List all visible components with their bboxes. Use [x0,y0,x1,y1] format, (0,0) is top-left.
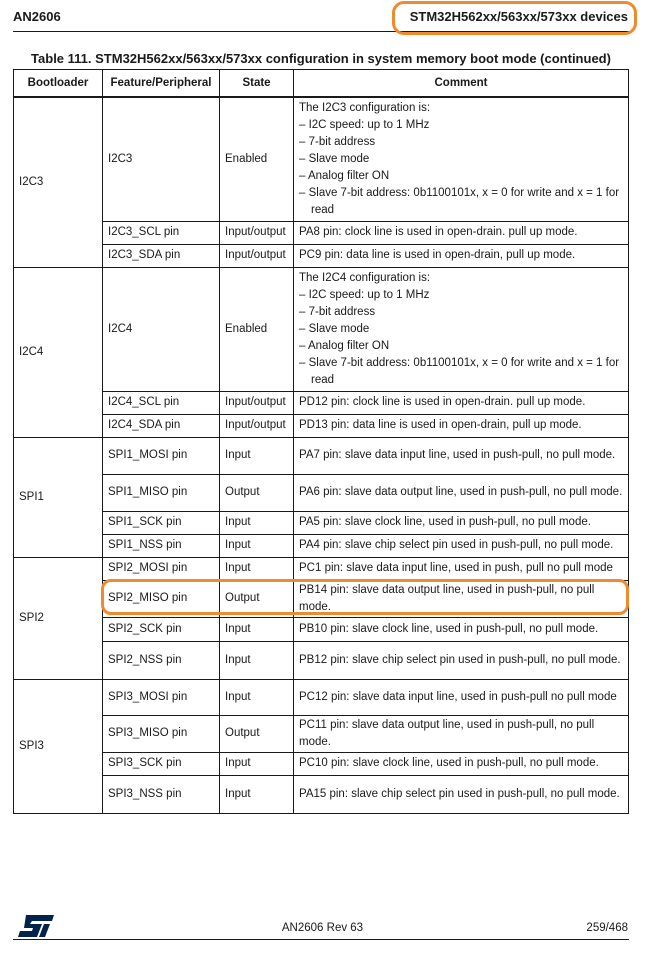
comment-intro: The I2C4 configuration is: [299,271,431,284]
header-divider [13,31,629,32]
comment-bullet: – 7-bit address [299,305,376,318]
state-cell: Input/output [220,414,294,437]
comment-cell: PD13 pin: data line is used in open-drain, pull up mode. [294,414,629,437]
state-cell: Output [220,580,294,617]
table-title: Table 111. STM32H562xx/563xx/573xx configuration in system memory boot mode (continued) [31,51,611,66]
table-row [14,244,629,267]
comment-cell [294,267,629,391]
table-row [14,534,629,557]
table-row [14,414,629,437]
column-header-bootloader: Bootloader [14,70,103,98]
comment-cell: PC11 pin: slave data output line, used in push-pull, no pull mode. [294,715,629,752]
comment-bullet: – Analog filter ON [299,169,390,182]
state-cell: Input [220,752,294,775]
table-row [14,557,629,580]
column-header-comment: Comment [294,70,629,98]
state-cell: Input [220,437,294,474]
comment-cell: PC12 pin: slave data input line, used in push-pull no pull mode [294,679,629,715]
feature-cell: SPI3_MOSI pin [103,679,220,715]
document-id: AN2606 [13,9,61,24]
comment-cell: PA7 pin: slave data input line, used in push-pull, no pull mode. [294,437,629,474]
state-cell: Enabled [220,267,294,391]
comment-cell: PB12 pin: slave chip select pin used in push-pull, no pull mode. [294,641,629,679]
bootloader-cell: SPI3 [14,679,103,813]
table-row [14,391,629,414]
comment-cell: PC1 pin: slave data input line, used in push, pull no pull mode [294,557,629,580]
table-row [14,474,629,511]
comment-bullet: – I2C speed: up to 1 MHz [299,288,430,301]
state-cell: Input [220,679,294,715]
feature-cell: SPI2_MOSI pin [103,557,220,580]
comment-bullet: – Slave 7-bit address: 0b1100101x, x = 0 for write and x = 1 for read [299,186,620,216]
state-cell: Enabled [220,97,294,221]
feature-cell: SPI2_NSS pin [103,641,220,679]
state-cell: Input [220,617,294,641]
table-row [14,715,629,752]
table-row [14,221,629,244]
feature-cell: SPI2_MISO pin [103,580,220,617]
feature-cell: SPI1_NSS pin [103,534,220,557]
comment-bullet: – Slave mode [299,152,370,165]
feature-cell: SPI1_SCK pin [103,511,220,534]
comment-bullet: – Slave 7-bit address: 0b1100101x, x = 0 for write and x = 1 for read [299,356,620,386]
feature-cell: SPI1_MOSI pin [103,437,220,474]
state-cell: Input/output [220,221,294,244]
feature-cell: SPI3_MISO pin [103,715,220,752]
table-row [14,641,629,679]
configuration-table [13,69,629,814]
feature-cell: I2C4 [103,267,220,391]
bootloader-cell: SPI1 [14,437,103,557]
feature-cell: I2C4_SDA pin [103,414,220,437]
table-row [14,679,629,715]
comment-cell: PA5 pin: slave clock line, used in push-pull, no pull mode. [294,511,629,534]
feature-cell: I2C4_SCL pin [103,391,220,414]
feature-cell: SPI3_SCK pin [103,752,220,775]
comment-cell [294,97,629,221]
state-cell: Input/output [220,391,294,414]
comment-cell: PA6 pin: slave data output line, used in push-pull, no pull mode. [294,474,629,511]
state-cell: Input/output [220,244,294,267]
feature-cell: SPI2_SCK pin [103,617,220,641]
device-family-title: STM32H562xx/563xx/573xx devices [409,9,628,24]
comment-cell: PC10 pin: slave clock line, used in push-pull, no pull mode. [294,752,629,775]
state-cell: Input [220,534,294,557]
table-row [14,97,629,221]
comment-bullet: – Analog filter ON [299,339,390,352]
state-cell: Input [220,511,294,534]
state-cell: Output [220,474,294,511]
feature-cell: I2C3 [103,97,220,221]
column-header-feature: Feature/Peripheral [103,70,220,98]
comment-cell: PB10 pin: slave clock line, used in push-pull, no pull mode. [294,617,629,641]
state-cell: Input [220,557,294,580]
comment-cell: PA15 pin: slave chip select pin used in push-pull, no pull mode. [294,775,629,813]
comment-cell: PD12 pin: clock line is used in open-drain. pull up mode. [294,391,629,414]
table-row [14,617,629,641]
comment-bullet: – 7-bit address [299,135,376,148]
table-row [14,267,629,391]
table-row [14,511,629,534]
state-cell: Output [220,715,294,752]
column-header-state: State [220,70,294,98]
comment-cell: PA8 pin: clock line is used in open-drain. pull up mode. [294,221,629,244]
comment-cell: PC9 pin: data line is used in open-drain, pull up mode. [294,244,629,267]
table-header-row [14,70,629,98]
bootloader-cell: SPI2 [14,557,103,679]
page-number: 259/468 [586,922,628,934]
table-row-highlighted [14,580,629,617]
comment-cell: PB14 pin: slave data output line, used in push-pull, no pull mode. [294,580,629,617]
comment-bullet: – I2C speed: up to 1 MHz [299,118,430,131]
bootloader-cell: I2C4 [14,267,103,437]
table-row [14,437,629,474]
feature-cell: I2C3_SCL pin [103,221,220,244]
comment-bullet: – Slave mode [299,322,370,335]
feature-cell: SPI3_NSS pin [103,775,220,813]
feature-cell: SPI1_MISO pin [103,474,220,511]
state-cell: Input [220,641,294,679]
table-row [14,752,629,775]
bootloader-cell: I2C3 [14,97,103,267]
comment-intro: The I2C3 configuration is: [299,101,431,114]
footer-divider [13,939,629,940]
state-cell: Input [220,775,294,813]
comment-cell: PA4 pin: slave chip select pin used in push-pull, no pull mode. [294,534,629,557]
document-revision: AN2606 Rev 63 [281,922,364,934]
table-row [14,775,629,813]
feature-cell: I2C3_SDA pin [103,244,220,267]
